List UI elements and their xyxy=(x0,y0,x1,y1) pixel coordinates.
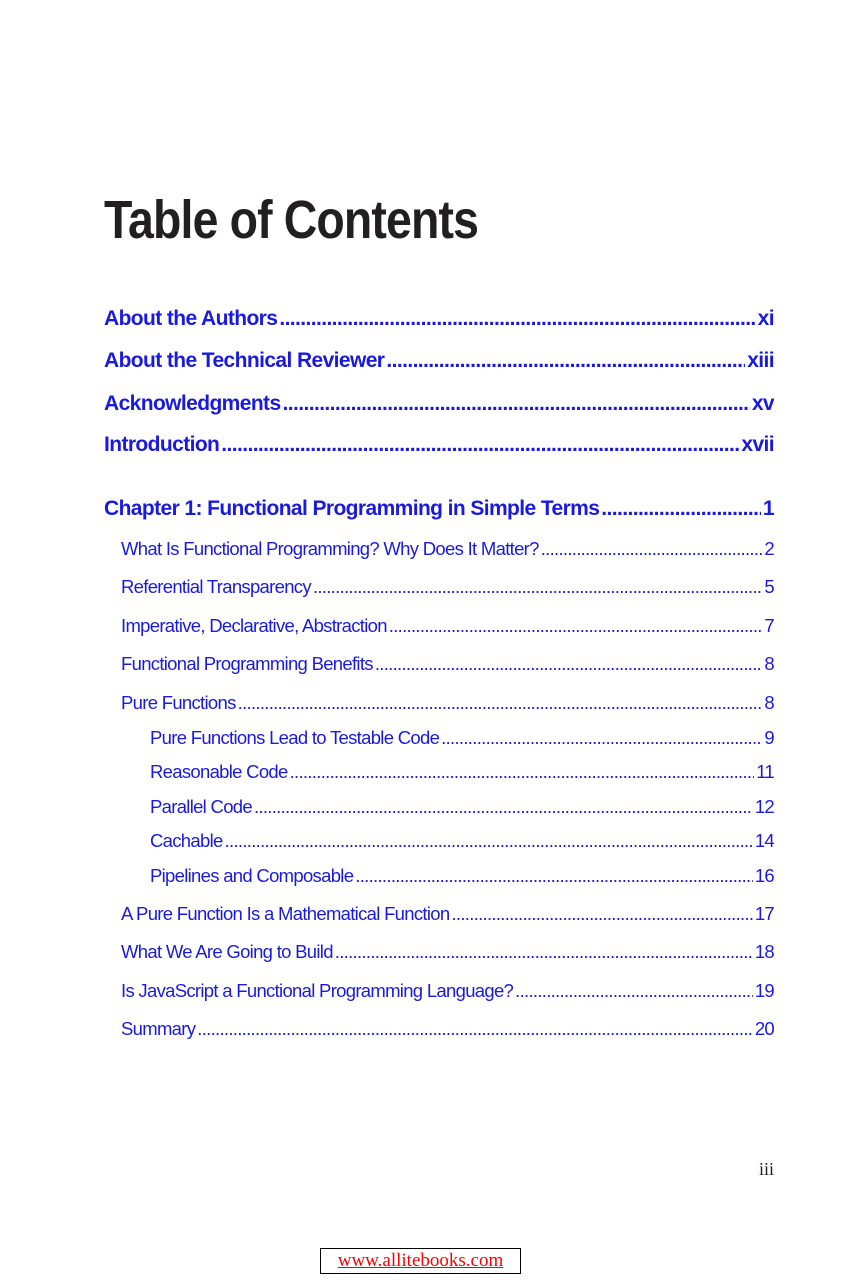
toc-entry-label: Summary xyxy=(121,1018,196,1039)
dot-leader xyxy=(515,980,753,1002)
toc-entry-section[interactable] xyxy=(121,576,774,598)
toc-entry-page: 8 xyxy=(764,692,774,713)
toc-entry-about-authors[interactable] xyxy=(104,307,774,331)
toc-entry-label: Referential Transparency xyxy=(121,576,311,597)
toc-entry-label: About the Authors xyxy=(104,307,278,330)
toc-entry-page: 18 xyxy=(754,941,774,962)
toc-entry-page: 16 xyxy=(754,865,774,886)
toc-entry-label: Introduction xyxy=(104,433,220,456)
dot-leader xyxy=(197,1018,753,1040)
toc-entry-section[interactable] xyxy=(121,903,774,925)
dot-leader xyxy=(355,865,753,887)
dot-leader xyxy=(441,727,762,749)
toc-entry-page: xv xyxy=(751,392,774,415)
dot-leader xyxy=(313,576,763,598)
toc-entry-page: xi xyxy=(757,307,774,330)
toc-entry-page: 12 xyxy=(754,796,774,817)
dot-leader xyxy=(386,349,745,373)
toc-entry-page: 17 xyxy=(754,903,774,924)
toc-entry-label: What We Are Going to Build xyxy=(121,941,333,962)
toc-entry-label: Pure Functions Lead to Testable Code xyxy=(150,727,440,748)
toc-entry-section[interactable] xyxy=(121,1018,774,1040)
watermark-link[interactable]: www.allitebooks.com xyxy=(320,1248,521,1274)
toc-entry-label: Pipelines and Composable xyxy=(150,865,354,886)
toc-entry-label: Cachable xyxy=(150,830,223,851)
toc-entry-subsection[interactable] xyxy=(150,727,774,749)
toc-entry-page: 19 xyxy=(754,980,774,1001)
toc-entry-page: 14 xyxy=(754,830,774,851)
dot-leader xyxy=(254,796,753,818)
toc-entry-label: Imperative, Declarative, Abstraction xyxy=(121,615,387,636)
toc-entry-section[interactable] xyxy=(121,538,774,560)
toc-entry-label: Acknowledgments xyxy=(104,392,281,415)
toc-entry-label: Is JavaScript a Functional Programming Language? xyxy=(121,980,514,1001)
toc-entry-subsection[interactable] xyxy=(150,761,774,783)
toc-entry-section[interactable] xyxy=(121,653,774,675)
dot-leader xyxy=(290,761,755,783)
toc-entry-section[interactable] xyxy=(121,980,774,1002)
toc-entry-label: Reasonable Code xyxy=(150,761,288,782)
dot-leader xyxy=(283,392,750,416)
dot-leader xyxy=(375,653,763,675)
dot-leader xyxy=(335,941,753,963)
toc-entry-subsection[interactable] xyxy=(150,830,774,852)
toc-entry-label: Parallel Code xyxy=(150,796,252,817)
toc-entry-subsection[interactable] xyxy=(150,796,774,818)
toc-entry-label: Functional Programming Benefits xyxy=(121,653,373,674)
toc-entry-page: 1 xyxy=(762,497,774,520)
toc-entry-section[interactable] xyxy=(121,941,774,963)
toc-entry-chapter-1[interactable] xyxy=(104,497,774,521)
page-title: Table of Contents xyxy=(104,190,479,250)
toc-entry-page: xvii xyxy=(741,433,774,456)
toc-entry-label: What Is Functional Programming? Why Does It Matter? xyxy=(121,538,539,559)
toc-entry-page: 20 xyxy=(754,1018,774,1039)
dot-leader xyxy=(389,615,763,637)
dot-leader xyxy=(601,497,761,521)
toc-entry-label: About the Technical Reviewer xyxy=(104,349,385,372)
toc-entry-acknowledgments[interactable] xyxy=(104,392,774,416)
page-number: iii xyxy=(758,1159,774,1179)
dot-leader xyxy=(279,307,755,331)
dot-leader xyxy=(541,538,763,560)
toc-entry-page: 11 xyxy=(756,761,774,782)
toc-entry-label: A Pure Function Is a Mathematical Function xyxy=(121,903,450,924)
toc-entry-page: 9 xyxy=(764,727,774,748)
dot-leader xyxy=(225,830,753,852)
toc-entry-section[interactable] xyxy=(121,615,774,637)
toc-entry-label: Pure Functions xyxy=(121,692,236,713)
toc-entry-subsection[interactable] xyxy=(150,865,774,887)
toc-entry-introduction[interactable] xyxy=(104,433,774,457)
toc-entry-page: 8 xyxy=(764,653,774,674)
toc-entry-label: Chapter 1: Functional Programming in Simple Terms xyxy=(104,497,600,520)
toc-entry-page: xiii xyxy=(747,349,774,372)
dot-leader xyxy=(451,903,752,925)
dot-leader xyxy=(221,433,739,457)
toc-entry-technical-reviewer[interactable] xyxy=(104,349,774,373)
toc-entry-page: 2 xyxy=(764,538,774,559)
toc-entry-section[interactable] xyxy=(121,692,774,714)
toc-entry-page: 7 xyxy=(764,615,774,636)
dot-leader xyxy=(238,692,763,714)
toc-entry-page: 5 xyxy=(764,576,774,597)
